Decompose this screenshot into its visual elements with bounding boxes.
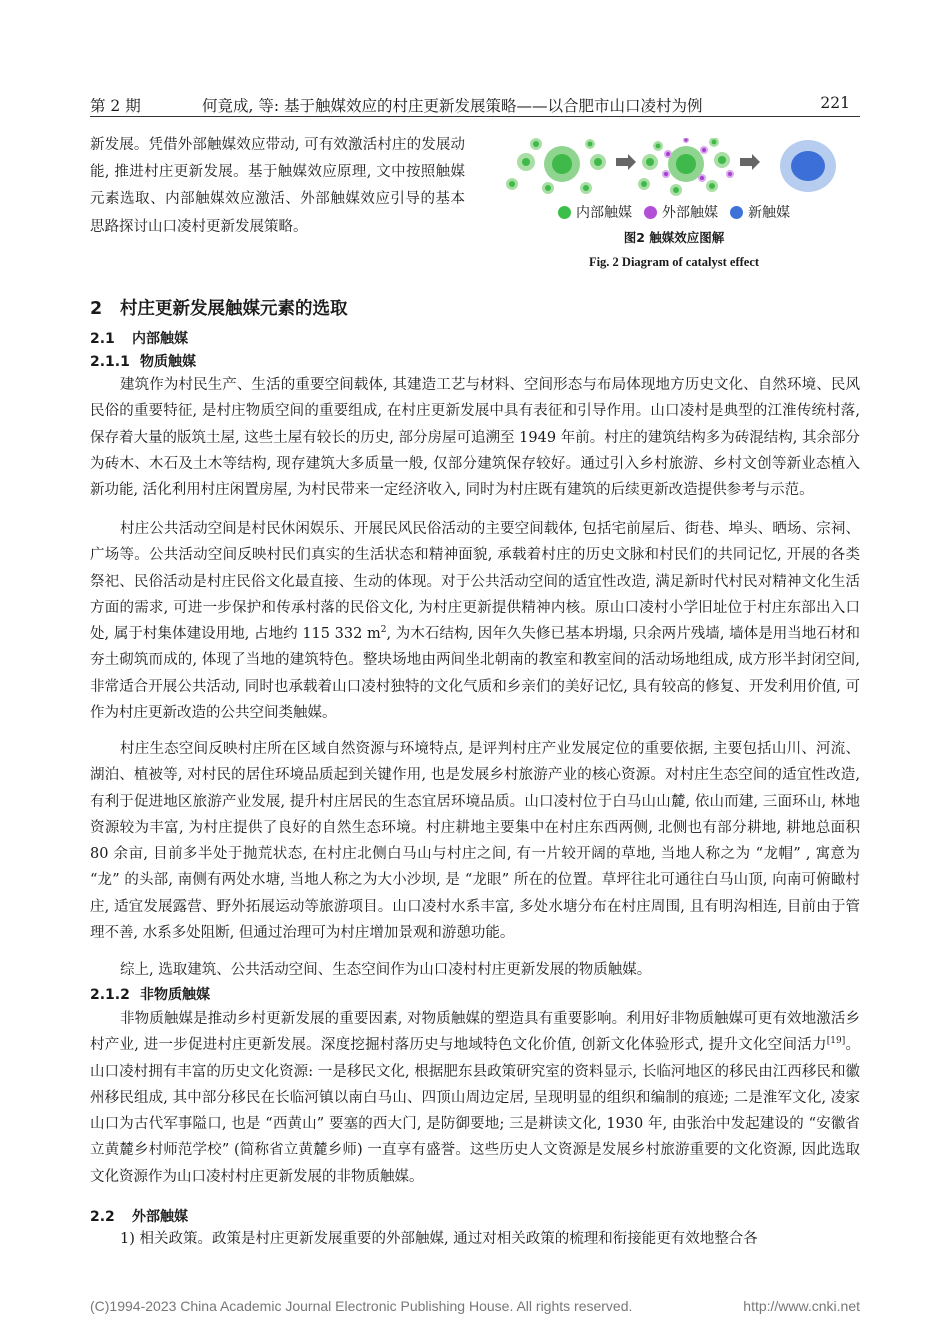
figure-caption-cn: 图2 触媒效应图解 [623, 230, 725, 245]
section-number: 2.1.2 [90, 987, 130, 1003]
intro-column [90, 132, 465, 241]
subsection-heading-2-1 [90, 328, 188, 348]
citation-reference[interactable]: [19] [826, 1036, 846, 1047]
body-paragraph [90, 516, 860, 726]
cnki-link[interactable]: http://www.cnki.net [743, 1298, 860, 1314]
superscript: 2 [380, 625, 387, 636]
subsection-heading-2-2 [90, 1206, 188, 1226]
legend-label: 内部触媒 [576, 205, 632, 221]
subsection-heading-2-1-1 [90, 351, 196, 371]
copyright-footer [90, 1298, 860, 1314]
legend-item-new [730, 202, 790, 222]
section-title: 物质触媒 [140, 354, 196, 370]
section-title: 村庄更新发展触媒元素的选取 [120, 299, 348, 319]
section-title: 内部触媒 [132, 331, 188, 347]
new-catalyst-cluster [780, 140, 836, 192]
section-number: 2.1.1 [90, 354, 130, 370]
legend-item-external [644, 202, 718, 222]
section-heading-2 [90, 295, 348, 320]
copyright-text: (C)1994-2023 China Academic Journal Electronic Publishing House. All rights reserved. [90, 1298, 633, 1314]
purple-dot-icon [644, 206, 657, 219]
figure-caption-en: Fig. 2 Diagram of catalyst effect [588, 255, 760, 269]
issue-number: 第 2 期 [90, 97, 141, 115]
catalyst-diagram [498, 138, 860, 200]
body-paragraph: 1) 相关政策。政策是村庄更新发展重要的外部触媒, 通过对相关政策的梳理和衔接能更有效地整合各 [120, 1231, 758, 1247]
paragraph-text: 村庄公共活动空间是村民休闲娱乐、开展民风民俗活动的主要空间载体, 包括宅前屋后、街巷、埠头、晒场、宗祠、广场等。公共活动空间反映村民们真实的生活状态和精神面貌, 承载着村庄的历史文脉和村民们的共同记忆, 开展的各类祭祀、民俗活动是村庄民俗文化最直接、生动的体现。对于公共活动空间的适宜性改造, 满足新时代村民对精神文化生活方面的需求, 可进一步保护和传承村落的民俗文化, 为村庄更新提供精神内核。原山口凌村小学旧址位于村庄东部出入口处, 属于村集体建设用地, 占地约 115 332 m [90, 521, 860, 643]
running-header [90, 92, 860, 117]
paragraph-text: , 为木石结构, 因年久失修已基本坍塌, 只余两片残墙, 墙体是用当地石材和夯土砌筑而成的, 体现了当地的建筑特色。整块场地由两间坐北朝南的教室和教室间的活动场地组成, 成方形半封闭空间, 非常适合开展公共活动, 同时也承载着山口凌村独特的文化气质和乡亲们的美好记忆, 具有较高的修复、开发利用价值, 可作为村庄更新改造的公共空间类触媒。 [90, 626, 860, 722]
running-title: 何竟成, 等: 基于触媒效应的村庄更新发展策略——以合肥市山口凌村为例 [202, 97, 703, 115]
internal-catalyst-cluster [506, 138, 606, 194]
figure-2 [498, 138, 860, 270]
section-number: 2.2 [90, 1209, 115, 1225]
page-number: 221 [820, 94, 850, 112]
legend-label: 新触媒 [748, 205, 790, 221]
figure-legend [558, 202, 860, 222]
intro-paragraph: 新发展。凭借外部触媒效应带动, 可有效激活村庄的发展动能, 推进村庄更新发展。基于触媒效应原理, 文中按照触媒元素选取、内部触媒效应激活、外部触媒效应引导的基本思路探讨山口凌村更新发展策略。 [90, 137, 465, 235]
section-number: 2 [90, 299, 103, 319]
paragraph-text: 非物质触媒是推动乡村更新发展的重要因素, 对物质触媒的塑造具有重要影响。利用好非物质触媒可更有效地激活乡村产业, 进一步促进村庄更新发展。深度挖掘村落历史与地域特色文化价值, 创新文化体验形式, 提升文化空间活力 [90, 1011, 860, 1054]
body-paragraph: 建筑作为村民生产、生活的重要空间载体, 其建造工艺与材料、空间形态与布局体现地方历史文化、自然环境、民风民俗的重要特征, 是村庄物质空间的重要组成, 在村庄更新发展中具有表征和引导作用。山口凌村是典型的江淮传统村落, 保存着大量的版筑土屋, 这些土屋有较长的历史, 部分房屋可追溯至 1949 年前。村庄的建筑结构多为砖混结构, 其余部分为砖木、木石及土木等结构, 现存建筑大多质量一般, 仅部分建筑保存较好。通过引入乡村旅游、乡村文创等新业态植入新功能, 活化利用村庄闲置房屋, 为村民带来一定经济收入, 同时为村庄既有建筑的后续更新改造提供参考与示范。 [90, 377, 860, 499]
section-title: 外部触媒 [132, 1209, 188, 1225]
external-catalyst-cluster [638, 138, 734, 196]
section-title: 非物质触媒 [140, 987, 210, 1003]
arrow-icon [616, 154, 636, 170]
section-number: 2.1 [90, 331, 115, 347]
body-paragraph: 村庄生态空间反映村庄所在区域自然资源与环境特点, 是评判村庄产业发展定位的重要依据, 主要包括山川、河流、湖泊、植被等, 对村民的居住环境品质起到关键作用, 也是发展乡村旅游产业的核心资源。对村庄生态空间的适宜性改造, 有利于促进地区旅游产业发展, 提升村庄居民的生态宜居环境品质。山口凌村位于白马山山麓, 依山而建, 三面环山, 林地资源较为丰富, 为村庄提供了良好的自然生态环境。村庄耕地主要集中在村庄东西两侧, 北侧也有部分耕地, 耕地总面积 80 余亩, 目前多半处于抛荒状态, 在村庄北侧白马山与村庄之间, 有一片较开阔的草地, 当地人称之为 “龙帽” , 寓意为 “龙” 的头部, 南侧有两处水塘, 当地人称之为大小沙坝, 是 “龙眼” 所在的位置。草坪往北可通往白马山顶, 向南可俯瞰村庄, 适宜发展露营、野外拓展运动等旅游项目。山口凌村水系丰富, 多处水塘分布在村庄周围, 且有明沟相连, 目前由于管理不善, 水系多处阻断, 但通过治理可为村庄增加景观和游憩功能。 [90, 741, 860, 942]
paragraph-text: 。山口凌村拥有丰富的历史文化资源: 一是移民文化, 根据肥东县政策研究室的资料显示, 长临河地区的移民由江西移民和徽州移民组成, 其中部分移民在长临河镇以南白马山、四顶山周边定居, 呈现明显的组织和编制的痕迹; 二是淮军文化, 凌家山口为古代军事隘口, 也是 “西黄山” 要塞的西大门, 是防御要地; 三是耕读文化, 1930 年, 由张治中发起建设的 “安徽省立黄麓乡村师范学校” (简称省立黄麓乡师) 一直享有盛誉。这些历史人文资源是发展乡村旅游重要的文化资源, 因此选取文化资源作为山口凌村村庄更新发展的非物质触媒。 [90, 1037, 861, 1185]
body-paragraph [90, 1006, 860, 1190]
legend-label: 外部触媒 [662, 205, 718, 221]
body-paragraph: 综上, 选取建筑、公共活动空间、生态空间作为山口凌村村庄更新发展的物质触媒。 [120, 962, 652, 978]
arrow-icon [740, 154, 760, 170]
blue-dot-icon [730, 206, 743, 219]
green-dot-icon [558, 206, 571, 219]
subsection-heading-2-1-2 [90, 984, 210, 1004]
legend-item-internal [558, 202, 632, 222]
